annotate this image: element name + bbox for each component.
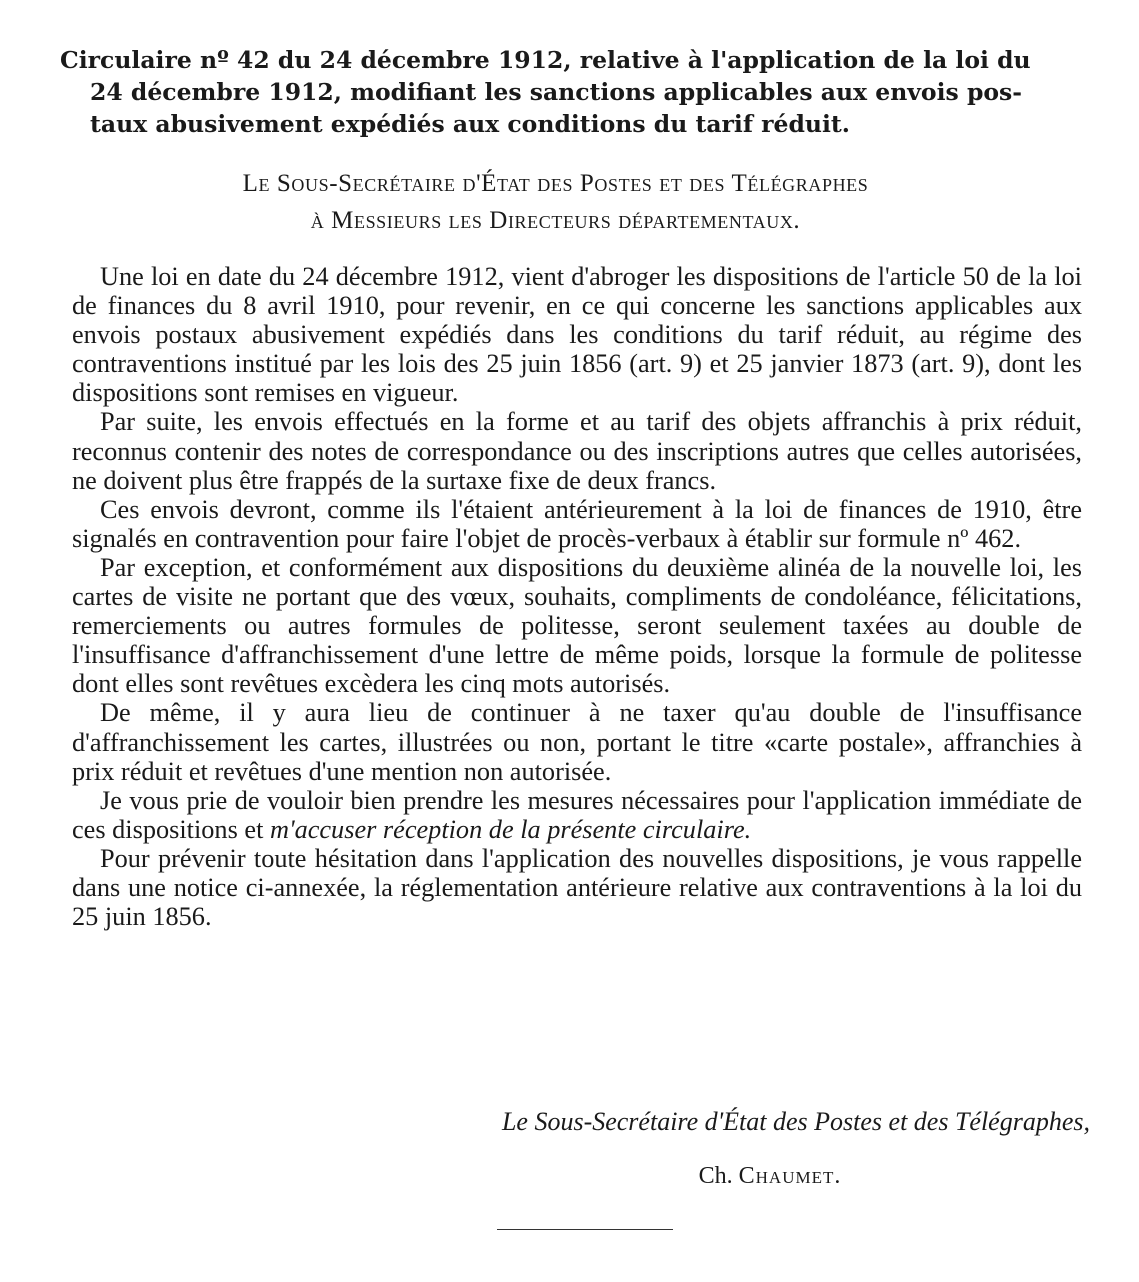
paragraph-3: Ces envois devront, comme ils l'étaient antérieurement à la loi de finances de 1910, être signalés en contravention pour faire l'objet de procès-verbaux à établir sur formule nº 462. [72,494,1082,553]
paragraph-6-text: Je vous prie de vouloir bien prendre les mesures nécessaires pour l'application immédiate de ces dispositions et [72,785,1082,844]
paragraph-6 [72,786,1082,844]
signature-title: Le Sous-Secrétaire d'État des Postes et des Télégraphes, [501,1107,1090,1136]
paragraph-5: De même, il y aura lieu de continuer à ne taxer qu'au double de l'insuffisance d'affranchissement les cartes, illustrées ou non, portant le titre «carte postale», affranchies à prix réduit et revêtues d'une mention non autorisée. [72,698,1082,786]
closing-rule [497,1229,673,1230]
paragraph-1: Une loi en date du 24 décembre 1912, vient d'abroger les dispositions de l'article 50 de la loi de finances du 8 avril 1910, pour revenir, en ce qui concerne les sanctions applicables aux envois postaux abusivement expédiés dans les conditions du tarif réduit, au régime des contraventions institué par les lois des 25 juin 1856 (art. 9) et 25 janvier 1873 (art. 9), dont les dispositions sont remises en vigueur. [72,262,1082,408]
paragraph-6-italic: m'accuser réception de la présente circulaire. [269,814,752,844]
recipient-heading: à Messieurs les Directeurs départementaux. [310,207,801,234]
title-line-2: 24 décembre 1912, modifiant les sanctions applicables aux envois pos- [90,78,1023,106]
paragraph-4: Par exception, et conformément aux dispositions du deuxième alinéa de la nouvelle loi, les cartes de visite ne portant que des vœux, souhaits, compliments de condoléance, félicitations, remerciements ou autres formules de politesse, seront seulement taxées au double de l'insuffisance d'affranchissement d'une lettre de même poids, lorsque la formule de politesse dont elles sont revêtues excèdera les cinq mots autorisés. [72,552,1082,699]
signer-initials: Ch. [698,1163,733,1189]
sender-heading: Le Sous-Secrétaire d'État des Postes et des Télégraphes [242,170,869,197]
circular-title [60,44,1080,140]
title-line-3: taux abusivement expédiés aux conditions du tarif réduit. [90,110,850,138]
paragraph-7: Pour prévenir toute hésitation dans l'application des nouvelles dispositions, je vous rappelle dans une notice ci-annexée, la réglementation antérieure relative aux contraventions à la loi du 25 juin 1856. [72,843,1082,932]
signer-name [620,1163,920,1190]
paragraph-2: Par suite, les envois effectués en la forme et au tarif des objets affranchis à prix réduit, reconnus contenir des notes de correspondance ou des inscriptions autres que celles autorisées, ne doivent plus être frappés de la surtaxe fixe de deux francs. [72,407,1082,495]
signer-surname: Chaumet. [738,1163,842,1189]
letter-body [72,262,1082,931]
title-line-1: Circulaire nº 42 du 24 décembre 1912, relative à l'application de la loi du [60,46,1031,74]
